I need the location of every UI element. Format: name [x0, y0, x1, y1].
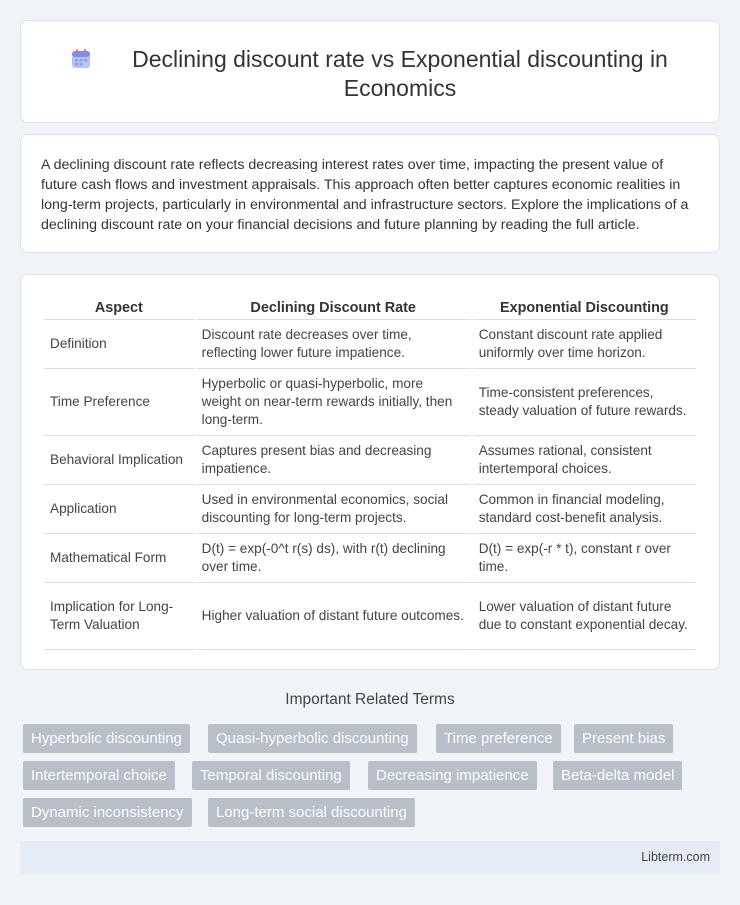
header-declining: Declining Discount Rate — [196, 297, 471, 320]
table-cell: Implication for Long-Term Valuation — [44, 583, 194, 650]
page-title: Declining discount rate vs Exponential discounting in Economics — [132, 46, 668, 101]
table-cell: Constant discount rate applied uniformly over time horizon. — [473, 320, 696, 369]
table-cell: Time-consistent preferences, steady valuation of future rewards. — [473, 369, 696, 436]
table-row — [44, 583, 696, 650]
tag-temporal-discounting[interactable]: Temporal discounting — [192, 761, 350, 790]
table-cell: Assumes rational, consistent intertemporal choices. — [473, 436, 696, 485]
table-cell: Behavioral Implication — [44, 436, 194, 485]
header-exponential: Exponential Discounting — [473, 297, 696, 320]
table-cell: D(t) = exp(-r * t), constant r over time. — [473, 534, 696, 583]
comparison-table — [42, 297, 698, 650]
tag-beta-delta-model[interactable]: Beta-delta model — [553, 761, 682, 790]
table-row — [44, 320, 696, 369]
table-cell: Hyperbolic or quasi-hyperbolic, more weight on near-term rewards initially, then long-term. — [196, 369, 471, 436]
table-cell: Application — [44, 485, 194, 534]
table-cell: Definition — [44, 320, 194, 369]
tag-quasi-hyperbolic-discounting[interactable]: Quasi-hyperbolic discounting — [208, 724, 417, 753]
tag-decreasing-impatience[interactable]: Decreasing impatience — [368, 761, 537, 790]
tag-present-bias[interactable]: Present bias — [574, 724, 673, 753]
tag-dynamic-inconsistency[interactable]: Dynamic inconsistency — [23, 798, 192, 827]
tag-time-preference[interactable]: Time preference — [436, 724, 561, 753]
table-row — [44, 485, 696, 534]
table-cell: Time Preference — [44, 369, 194, 436]
footer — [20, 841, 720, 874]
table-row — [44, 436, 696, 485]
table-cell: Common in financial modeling, standard cost-benefit analysis. — [473, 485, 696, 534]
tag-hyperbolic-discounting[interactable]: Hyperbolic discounting — [23, 724, 190, 753]
table-header-row — [44, 297, 696, 320]
tag-long-term-social-discounting[interactable]: Long-term social discounting — [208, 798, 415, 827]
table-cell: Used in environmental economics, social discounting for long-term projects. — [196, 485, 471, 534]
tag-intertemporal-choice[interactable]: Intertemporal choice — [23, 761, 175, 790]
intro-card — [20, 134, 720, 253]
table-cell: Higher valuation of distant future outcomes. — [196, 583, 471, 650]
title-card — [20, 20, 720, 123]
table-cell: Mathematical Form — [44, 534, 194, 583]
related-terms-title: Important Related Terms — [285, 691, 455, 708]
table-cell: Discount rate decreases over time, reflecting lower future impatience. — [196, 320, 471, 369]
table-cell: Lower valuation of distant future due to constant exponential decay. — [473, 583, 696, 650]
table-cell: Captures present bias and decreasing impatience. — [196, 436, 471, 485]
header-aspect: Aspect — [44, 297, 194, 320]
table-row — [44, 369, 696, 436]
footer-site-name[interactable]: Libterm.com — [641, 850, 710, 864]
table-row — [44, 534, 696, 583]
comparison-table-card — [20, 274, 720, 670]
intro-paragraph: A declining discount rate reflects decreasing interest rates over time, impacting the present value of future cash flows and investment appraisals. This approach often better captures economic realities in long-term projects, particularly in environmental and infrastructure sectors. Explore the implications of a declining discount rate on your financial decisions and future planning by reading the full article. — [41, 157, 689, 233]
table-cell: D(t) = exp(-0^t r(s) ds), with r(t) declining over time. — [196, 534, 471, 583]
